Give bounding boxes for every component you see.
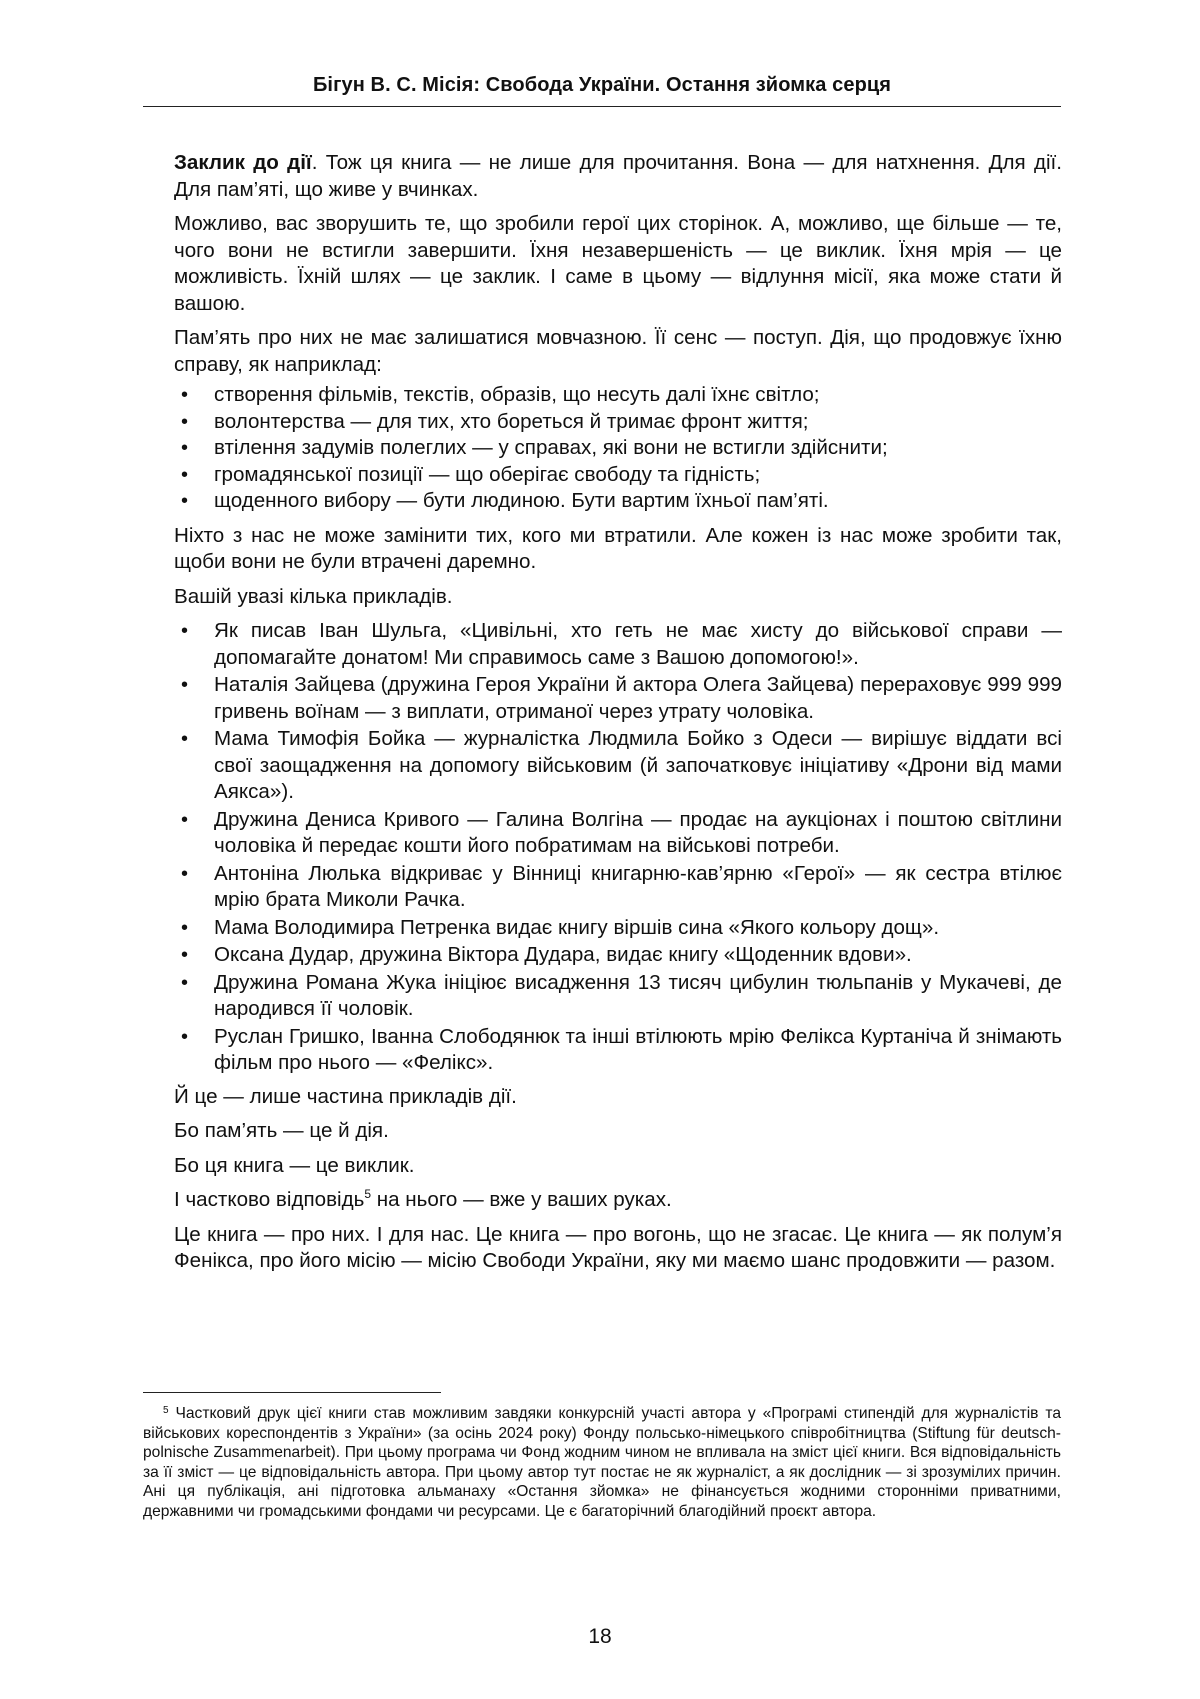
paragraph-text: . Тож ця книга — не лише для прочитання. Вона — для натхнення. Для дії. Для пам’яті, що живе у вчинках. xyxy=(174,151,1062,201)
lead-phrase: Заклик до дії xyxy=(174,151,312,174)
bullet-icon: • xyxy=(181,728,189,750)
bullet-icon: • xyxy=(181,463,189,486)
list-item: • Мама Тимофія Бойка — журналістка Людмила Бойко з Одеси — вирішує віддати всі свої заощадження на допомогу військовим (й започатковує ініціативу «Дрони від мами Аякса»). xyxy=(181,727,1062,803)
list-item: • Як писав Іван Шульга, «Цивільні, хто геть не має хисту до військової справи — допомагайте донатом! Ми справимось саме з Вашою допомогою!». xyxy=(181,619,1062,669)
bullet-list-ways xyxy=(174,382,1062,515)
footnote-separator xyxy=(143,1392,441,1393)
bullet-icon: • xyxy=(181,490,189,512)
bullet-icon: • xyxy=(181,620,189,642)
paragraph: Можливо, вас зворушить те, що зробили герої цих сторінок. А, можливо, ще більше — те, чого вони не встигли завершити. Їхня незавершеність — це виклик. Їхня мрія — це можливість. Їхній шлях — це заклик. І саме в цьому — відлуння місії, яка може стати й вашою. xyxy=(174,212,1062,315)
bullet-icon: • xyxy=(181,410,189,433)
header-rule xyxy=(143,106,1061,107)
bullet-icon: • xyxy=(181,862,189,885)
list-item: • створення фільмів, текстів, образів, що несуть далі їхнє світло; xyxy=(174,382,1062,409)
list-item: • Наталія Зайцева (дружина Героя України й актора Олега Зайцева) перераховує 999 999 гривень воїнам — з виплати, отриманої через утрату чоловіка. xyxy=(181,673,1062,723)
running-header: Бігун В. С. Місія: Свобода України. Остання зйомка серця xyxy=(312,74,892,96)
footnote-text: Частковий друк цієї книги став можливим завдяки конкурсній участі автора у «Програмі стипендій для журналістів та військових кореспондентів з України» (за осінь 2024 року) Фонду польсько-німецького співробітництва (Stiftung für deutsch-polnische Zusammenarbeit). При цьому програма чи Фонд жодним чином не впливала на зміст цієї книги. Вся відповідальність за її зміст — це відповідальність автора. При цьому автор тут постає не як журналіст, а як дослідник — зі зрозумілих причин. Ані ця публікація, ані підготовка альманаху «Остання зйомка» не фінансується жодними сторонніми приватними, державними чи громадськими фондами чи ресурсами. Це є багаторічний благодійний проєкт автора. xyxy=(143,1405,1061,1520)
paragraph-with-footnote-ref: І частково відповідь$^5$ на нього — вже у ваших руках. xyxy=(174,1187,672,1211)
footnote-marker: 5 xyxy=(163,1405,169,1416)
bullet-icon: • xyxy=(181,808,189,831)
paragraph: Вашій увазі кілька прикладів. xyxy=(174,584,453,608)
paragraph-call-to-action xyxy=(174,150,1062,203)
paragraph: Й це — лише частина прикладів дії. xyxy=(174,1084,517,1108)
footnote xyxy=(143,1404,1061,1522)
list-item: • громадянської позиції — що оберігає свободу та гідність; xyxy=(174,462,1062,489)
paragraph: Бо пам’ять — це й дія. xyxy=(174,1119,389,1142)
list-item: • Дружина Романа Жука ініціює висадження 13 тисяч цибулин тюльпанів у Мукачеві, де народився її чоловік. xyxy=(181,970,1062,1020)
bullet-icon: • xyxy=(181,971,189,994)
list-item: • втілення задумів полеглих — у справах, які вони не встигли здійснити; xyxy=(174,435,1062,462)
list-item: • Мама Володимира Петренка видає книгу віршів сина «Якого кольору дощ». xyxy=(174,915,1062,942)
footnote-reference[interactable]: 5 xyxy=(364,1187,372,1201)
bullet-icon: • xyxy=(181,944,189,966)
list-item: • щоденного вибору — бути людиною. Бути вартим їхньої пам’яті. xyxy=(174,488,1062,515)
list-item: • Оксана Дудар, дружина Віктора Дудара, видає книгу «Щоденник вдови». xyxy=(174,942,1062,969)
paragraph: Пам’ять про них не має залишатися мовчазною. Її сенс — поступ. Дія, що продовжує їхню справу, як наприклад: xyxy=(174,326,1062,376)
list-item: • Руслан Гришко, Іванна Слободянюк та інші втілюють мрію Фелікса Куртаніча й знімають фільм про нього — «Фелікс». xyxy=(181,1024,1062,1074)
paragraph: Ніхто з нас не може замінити тих, кого ми втратили. Але кожен із нас може зробити так, щоби вони не були втрачені даремно. xyxy=(174,523,1062,573)
main-text xyxy=(174,150,1062,1283)
page-number: 18 xyxy=(588,1625,612,1648)
paragraph: Бо ця книга — це виклик. xyxy=(174,1153,415,1177)
paragraph: Це книга — про них. І для нас. Це книга — про вогонь, що не згасає. Це книга — як полум’я Фенікса, про його місію — місію Свободи України, яку ми маємо шанс продовжити — разом. xyxy=(174,1222,1062,1272)
bullet-icon: • xyxy=(181,437,189,459)
bullet-list-examples xyxy=(174,618,1062,1077)
bullet-icon: • xyxy=(181,1025,189,1048)
bullet-icon: • xyxy=(181,674,189,696)
bullet-icon: • xyxy=(181,384,189,406)
list-item: • Антоніна Люлька відкриває у Вінниці книгарню-кав’ярню «Герої» — як сестра втілює мрію брата Миколи Рачка. xyxy=(181,861,1062,911)
list-item: • волонтерства — для тих, хто бореться й тримає фронт життя; xyxy=(174,409,1062,436)
list-item: • Дружина Дениса Кривого — Галина Волгіна — продає на аукціонах і поштою світлини чоловіка й передає кошти його побратимам на військові потреби. xyxy=(181,807,1062,857)
bullet-icon: • xyxy=(181,916,189,939)
